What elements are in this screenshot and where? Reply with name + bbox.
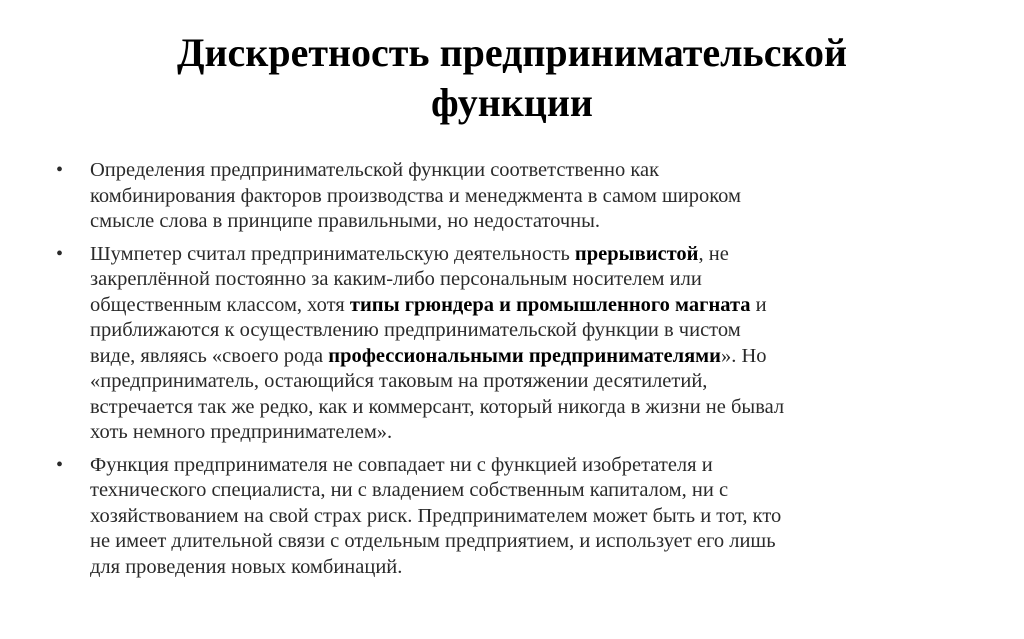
bullet-marker: • [56, 242, 64, 265]
bullet-2-text: общественным классом, хотя [90, 293, 350, 316]
bullet-2-line-6: «предприниматель, остающийся таковым на протяжении десятилетий, [90, 370, 708, 392]
bullet-1-line-2: комбинирования факторов производства и менеджмента в самом широком [90, 184, 741, 207]
bullet-2-line-1 [90, 242, 972, 268]
bullet-marker: • [56, 453, 64, 476]
bullet-item-schumpeter [52, 242, 972, 446]
bullet-2-line-2: закреплённой постоянно за каким-либо персональным носителем или [90, 268, 702, 290]
bullet-3-line-5: для проведения новых комбинаций. [90, 555, 403, 578]
bullet-2-bold-term: профессиональными предпринимателями [328, 344, 721, 367]
bullet-list [52, 158, 972, 587]
bullet-2-text: виде, являясь «своего рода [90, 344, 329, 367]
bullet-item-definitions [52, 158, 972, 235]
bullet-2-text: Шумпетер считал предпринимательскую деятельность [90, 242, 575, 265]
bullet-3-line-1: Функция предпринимателя не совпадает ни с функцией изобретателя и [90, 453, 713, 476]
slide-title-line-1: Дискретность предпринимательской [176, 30, 848, 75]
bullet-item-function [52, 453, 972, 581]
bullet-2-line-4: приближаются к осуществлению предпринимательской функции в чистом [90, 319, 741, 341]
bullet-3-line-4: не имеет длительной связи с отдельным предприятием, и использует его лишь [90, 530, 776, 552]
bullet-3-line-3: хозяйствованием на свой страх риск. Предпринимателем может быть и тот, кто [90, 504, 782, 527]
bullet-1-line-3: смысле слова в принципе правильными, но недостаточны. [90, 210, 600, 232]
bullet-marker: • [56, 159, 64, 181]
bullet-2-text: и [750, 293, 767, 316]
slide-title-line-2: функции [431, 80, 593, 125]
bullet-2-bold-term: прерывистой [574, 242, 699, 265]
slide-title [80, 28, 944, 128]
bullet-2-bold-term: типы грюндера и промышленного магната [349, 293, 751, 316]
bullet-1-line-1: Определения предпринимательской функции соответственно как [90, 159, 660, 181]
bullet-2-line-7: встречается так же редко, как и коммерсант, который никогда в жизни не бывал [90, 395, 785, 418]
bullet-3-line-2: технического специалиста, ни с владением собственным капиталом, ни с [90, 479, 729, 501]
bullet-2-text: , не [698, 242, 729, 265]
bullet-2-text: ». Но [720, 344, 767, 367]
bullet-2-line-5 [90, 344, 972, 370]
bullet-2-line-3 [90, 293, 972, 319]
bullet-2-line-8: хоть немного предпринимателем». [90, 421, 393, 443]
